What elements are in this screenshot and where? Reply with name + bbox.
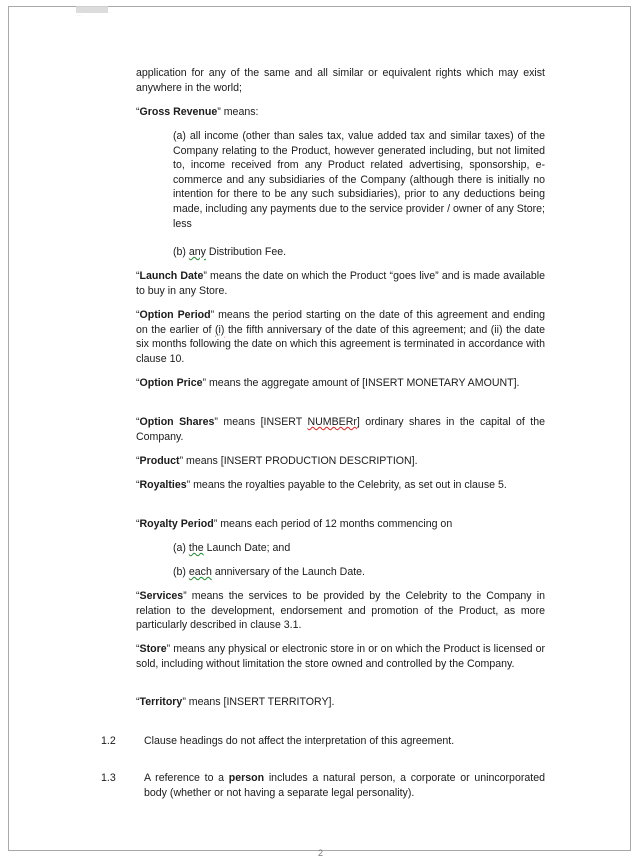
definition-paragraph: “Services” means the services to be provided by the Celebrity to the Company in relation to the development, endorsement and promotion of the Product, as more particularly described in clause 3.1. xyxy=(136,590,545,632)
spelling-error[interactable]: (i) xyxy=(214,323,225,336)
defined-term: Gross Revenue xyxy=(139,106,218,118)
clause-text: A reference to a person includes a natural person, a corporate or unincorporated body (whether or not having a separate legal personality). xyxy=(144,772,545,799)
definition-paragraph: “Launch Date” means the date on which the Product “goes live” and is made available to buy in any Store. xyxy=(136,270,545,297)
header-artifact-text: .... xyxy=(75,12,83,18)
document-page xyxy=(8,6,631,858)
numbered-clause xyxy=(101,734,545,749)
definition-paragraph: “Territory” means [INSERT TERRITORY]. xyxy=(136,696,335,708)
defined-term: Services xyxy=(139,590,184,602)
grammar-error[interactable]: the xyxy=(188,542,204,554)
clause-number: 1.2 xyxy=(101,735,116,747)
definition-paragraph: “Product” means [INSERT PRODUCTION DESCRIPTION]. xyxy=(136,455,418,467)
emphasis-word: person xyxy=(228,772,265,784)
defined-term: Option Period xyxy=(139,309,211,321)
defined-term: Store xyxy=(139,643,167,655)
clause-text: Clause headings do not affect the interpretation of this agreement. xyxy=(144,735,455,747)
definition-sub-item: (a) all income (other than sales tax, value added tax and similar taxes) of the Company relating to the Product, however generated including, but not limited to, income received from any Product related advertising, sponsorship, e-commerce and any subsidiaries of the Company (although there is initially no intention for there to be any such subsidiaries), prior to any deductions being made, including any payments due to the service provider / owner of any Store; less xyxy=(173,130,545,230)
grammar-error[interactable]: any xyxy=(188,246,206,258)
definition-sub-item: (b) each anniversary of the Launch Date. xyxy=(173,566,365,578)
definition-paragraph: “Option Shares” means [INSERT NUMBERr] ordinary shares in the capital of the Company. xyxy=(136,416,546,443)
definition-paragraph: “Gross Revenue” means: xyxy=(136,106,259,118)
definition-paragraph: “Store” means any physical or electronic store in or on which the Product is licensed or sold, including without limitation the store owned and controlled by the Company. xyxy=(136,643,545,670)
definition-paragraph: “Royalties” means the royalties payable to the Celebrity, as set out in clause 5. xyxy=(136,479,507,491)
defined-term: Royalty Period xyxy=(139,518,214,530)
definition-sub-item: (a) the Launch Date; and xyxy=(173,542,291,554)
spelling-error[interactable]: NUMBERr xyxy=(307,416,357,428)
defined-term: Royalties xyxy=(139,479,187,491)
page-number: 2 xyxy=(317,848,323,858)
numbered-clause xyxy=(101,771,545,800)
defined-term: Launch Date xyxy=(139,270,204,282)
defined-term: Option Price xyxy=(139,377,203,389)
clause-number: 1.3 xyxy=(101,772,116,784)
grammar-error[interactable]: each xyxy=(188,566,212,578)
defined-term: Product xyxy=(139,455,180,467)
definition-sub-item: (b) any Distribution Fee. xyxy=(173,246,287,258)
defined-term: Territory xyxy=(139,696,183,708)
definition-paragraph: “Option Price” means the aggregate amount of [INSERT MONETARY AMOUNT]. xyxy=(136,377,520,389)
defined-term: Option Shares xyxy=(139,416,215,428)
definition-paragraph: “Option Period” means the period starting on the date of this agreement and ending on the earlier of (i) the fifth anniversary of the date of this agreement; and (ii) the date six months following the date on which this agreement is terminated in accordance with clause 10. xyxy=(136,309,545,365)
definition-paragraph: “Royalty Period” means each period of 12 months commencing on xyxy=(136,518,453,530)
definition-paragraph: application for any of the same and all similar or equivalent rights which may exist anywhere in the world; xyxy=(136,67,545,94)
document-body xyxy=(9,7,632,852)
